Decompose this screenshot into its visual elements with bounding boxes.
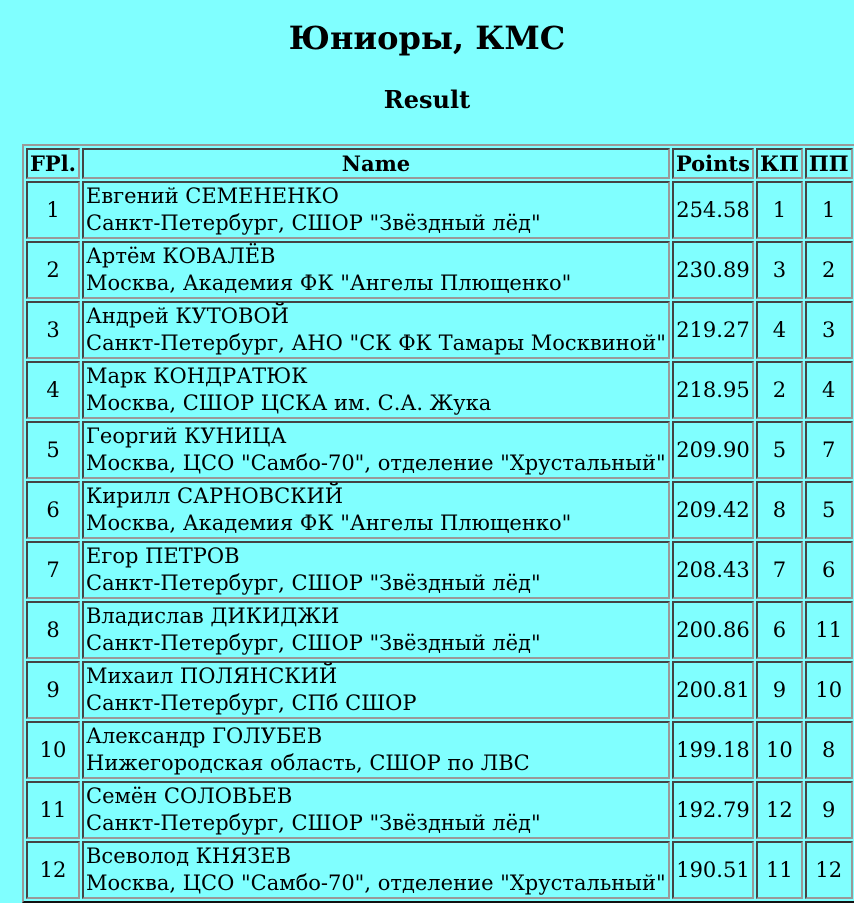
points-cell: 219.27 [672, 301, 754, 359]
short-program-place-cell: 12 [756, 781, 803, 839]
points-cell: 200.86 [672, 601, 754, 659]
athlete-name: Марк КОНДРАТЮК [86, 364, 308, 388]
points-cell: 209.42 [672, 481, 754, 539]
header-fpl: FPl. [26, 148, 80, 179]
place-cell: 3 [26, 301, 80, 359]
athlete-club: Санкт-Петербург, СПб СШОР [86, 691, 417, 715]
athlete-name: Кирилл САРНОВСКИЙ [86, 484, 344, 508]
free-program-place-cell: 8 [805, 721, 853, 779]
place-cell: 9 [26, 661, 80, 719]
page-title: Юниоры, КМС [288, 19, 566, 57]
athlete-cell [82, 721, 670, 779]
points-cell: 218.95 [672, 361, 754, 419]
athlete-club: Санкт-Петербург, СШОР "Звёздный лёд" [86, 811, 541, 835]
free-program-place-cell: 3 [805, 301, 853, 359]
athlete-name: Егор ПЕТРОВ [86, 544, 240, 568]
points-cell: 192.79 [672, 781, 754, 839]
athlete-name: Андрей КУТОВОЙ [86, 304, 289, 328]
athlete-cell [82, 181, 670, 239]
points-cell: 209.90 [672, 421, 754, 479]
place-cell: 5 [26, 421, 80, 479]
athlete-club: Москва, Академия ФК "Ангелы Плющенко" [86, 511, 572, 535]
free-program-place-cell: 1 [805, 181, 853, 239]
place-cell: 11 [26, 781, 80, 839]
table-row [26, 841, 853, 899]
place-cell: 7 [26, 541, 80, 599]
table-header-row [26, 148, 853, 179]
athlete-club: Москва, СШОР ЦСКА им. С.А. Жука [86, 391, 492, 415]
free-program-place-cell: 6 [805, 541, 853, 599]
points-cell: 199.18 [672, 721, 754, 779]
short-program-place-cell: 5 [756, 421, 803, 479]
short-program-place-cell: 10 [756, 721, 803, 779]
athlete-name: Евгений СЕМЕНЕНКО [86, 184, 339, 208]
short-program-place-cell: 1 [756, 181, 803, 239]
place-cell: 10 [26, 721, 80, 779]
athlete-club: Москва, Академия ФК "Ангелы Плющенко" [86, 271, 572, 295]
points-cell: 190.51 [672, 841, 754, 899]
place-cell: 8 [26, 601, 80, 659]
place-cell: 6 [26, 481, 80, 539]
points-cell: 230.89 [672, 241, 754, 299]
athlete-cell [82, 661, 670, 719]
athlete-club: Санкт-Петербург, СШОР "Звёздный лёд" [86, 211, 541, 235]
athlete-club: Москва, ЦСО "Самбо-70", отделение "Хрустальный" [86, 871, 666, 895]
athlete-cell [82, 781, 670, 839]
header-points: Points [672, 148, 754, 179]
table-row [26, 601, 853, 659]
athlete-club: Санкт-Петербург, АНО "СК ФК Тамары Москвиной" [86, 331, 666, 355]
place-cell: 1 [26, 181, 80, 239]
short-program-place-cell: 7 [756, 541, 803, 599]
short-program-place-cell: 3 [756, 241, 803, 299]
athlete-club: Санкт-Петербург, СШОР "Звёздный лёд" [86, 571, 541, 595]
table-row [26, 421, 853, 479]
athlete-cell [82, 361, 670, 419]
place-cell: 4 [26, 361, 80, 419]
athlete-cell [82, 301, 670, 359]
free-program-place-cell: 5 [805, 481, 853, 539]
table-row [26, 241, 853, 299]
results-subtitle: Result [383, 85, 471, 114]
short-program-place-cell: 8 [756, 481, 803, 539]
free-program-place-cell: 9 [805, 781, 853, 839]
athlete-name: Всеволод КНЯЗЕВ [86, 844, 292, 868]
points-cell: 208.43 [672, 541, 754, 599]
free-program-place-cell: 12 [805, 841, 853, 899]
header-pp: ПП [805, 148, 853, 179]
points-cell: 200.81 [672, 661, 754, 719]
athlete-cell [82, 601, 670, 659]
athlete-cell [82, 541, 670, 599]
table-row [26, 301, 853, 359]
free-program-place-cell: 2 [805, 241, 853, 299]
athlete-cell [82, 241, 670, 299]
table-row [26, 541, 853, 599]
free-program-place-cell: 4 [805, 361, 853, 419]
short-program-place-cell: 4 [756, 301, 803, 359]
table-row [26, 181, 853, 239]
athlete-cell [82, 481, 670, 539]
table-row [26, 781, 853, 839]
athlete-name: Артём КОВАЛЁВ [86, 244, 276, 268]
results-table [22, 144, 854, 903]
table-row [26, 721, 853, 779]
free-program-place-cell: 10 [805, 661, 853, 719]
table-row [26, 481, 853, 539]
short-program-place-cell: 6 [756, 601, 803, 659]
header-name: Name [82, 148, 670, 179]
athlete-cell [82, 841, 670, 899]
header-kp: КП [756, 148, 803, 179]
results-body [26, 181, 853, 899]
athlete-club: Москва, ЦСО "Самбо-70", отделение "Хрустальный" [86, 451, 666, 475]
table-row [26, 361, 853, 419]
athlete-club: Нижегородская область, СШОР по ЛВС [86, 751, 530, 775]
athlete-cell [82, 421, 670, 479]
athlete-name: Владислав ДИКИДЖИ [86, 604, 340, 628]
free-program-place-cell: 7 [805, 421, 853, 479]
short-program-place-cell: 2 [756, 361, 803, 419]
athlete-name: Михаил ПОЛЯНСКИЙ [86, 664, 338, 688]
table-row [26, 661, 853, 719]
athlete-club: Санкт-Петербург, СШОР "Звёздный лёд" [86, 631, 541, 655]
place-cell: 2 [26, 241, 80, 299]
athlete-name: Георгий КУНИЦА [86, 424, 287, 448]
place-cell: 12 [26, 841, 80, 899]
free-program-place-cell: 11 [805, 601, 853, 659]
points-cell: 254.58 [672, 181, 754, 239]
athlete-name: Александр ГОЛУБЕВ [86, 724, 323, 748]
athlete-name: Семён СОЛОВЬЕВ [86, 784, 293, 808]
short-program-place-cell: 9 [756, 661, 803, 719]
short-program-place-cell: 11 [756, 841, 803, 899]
